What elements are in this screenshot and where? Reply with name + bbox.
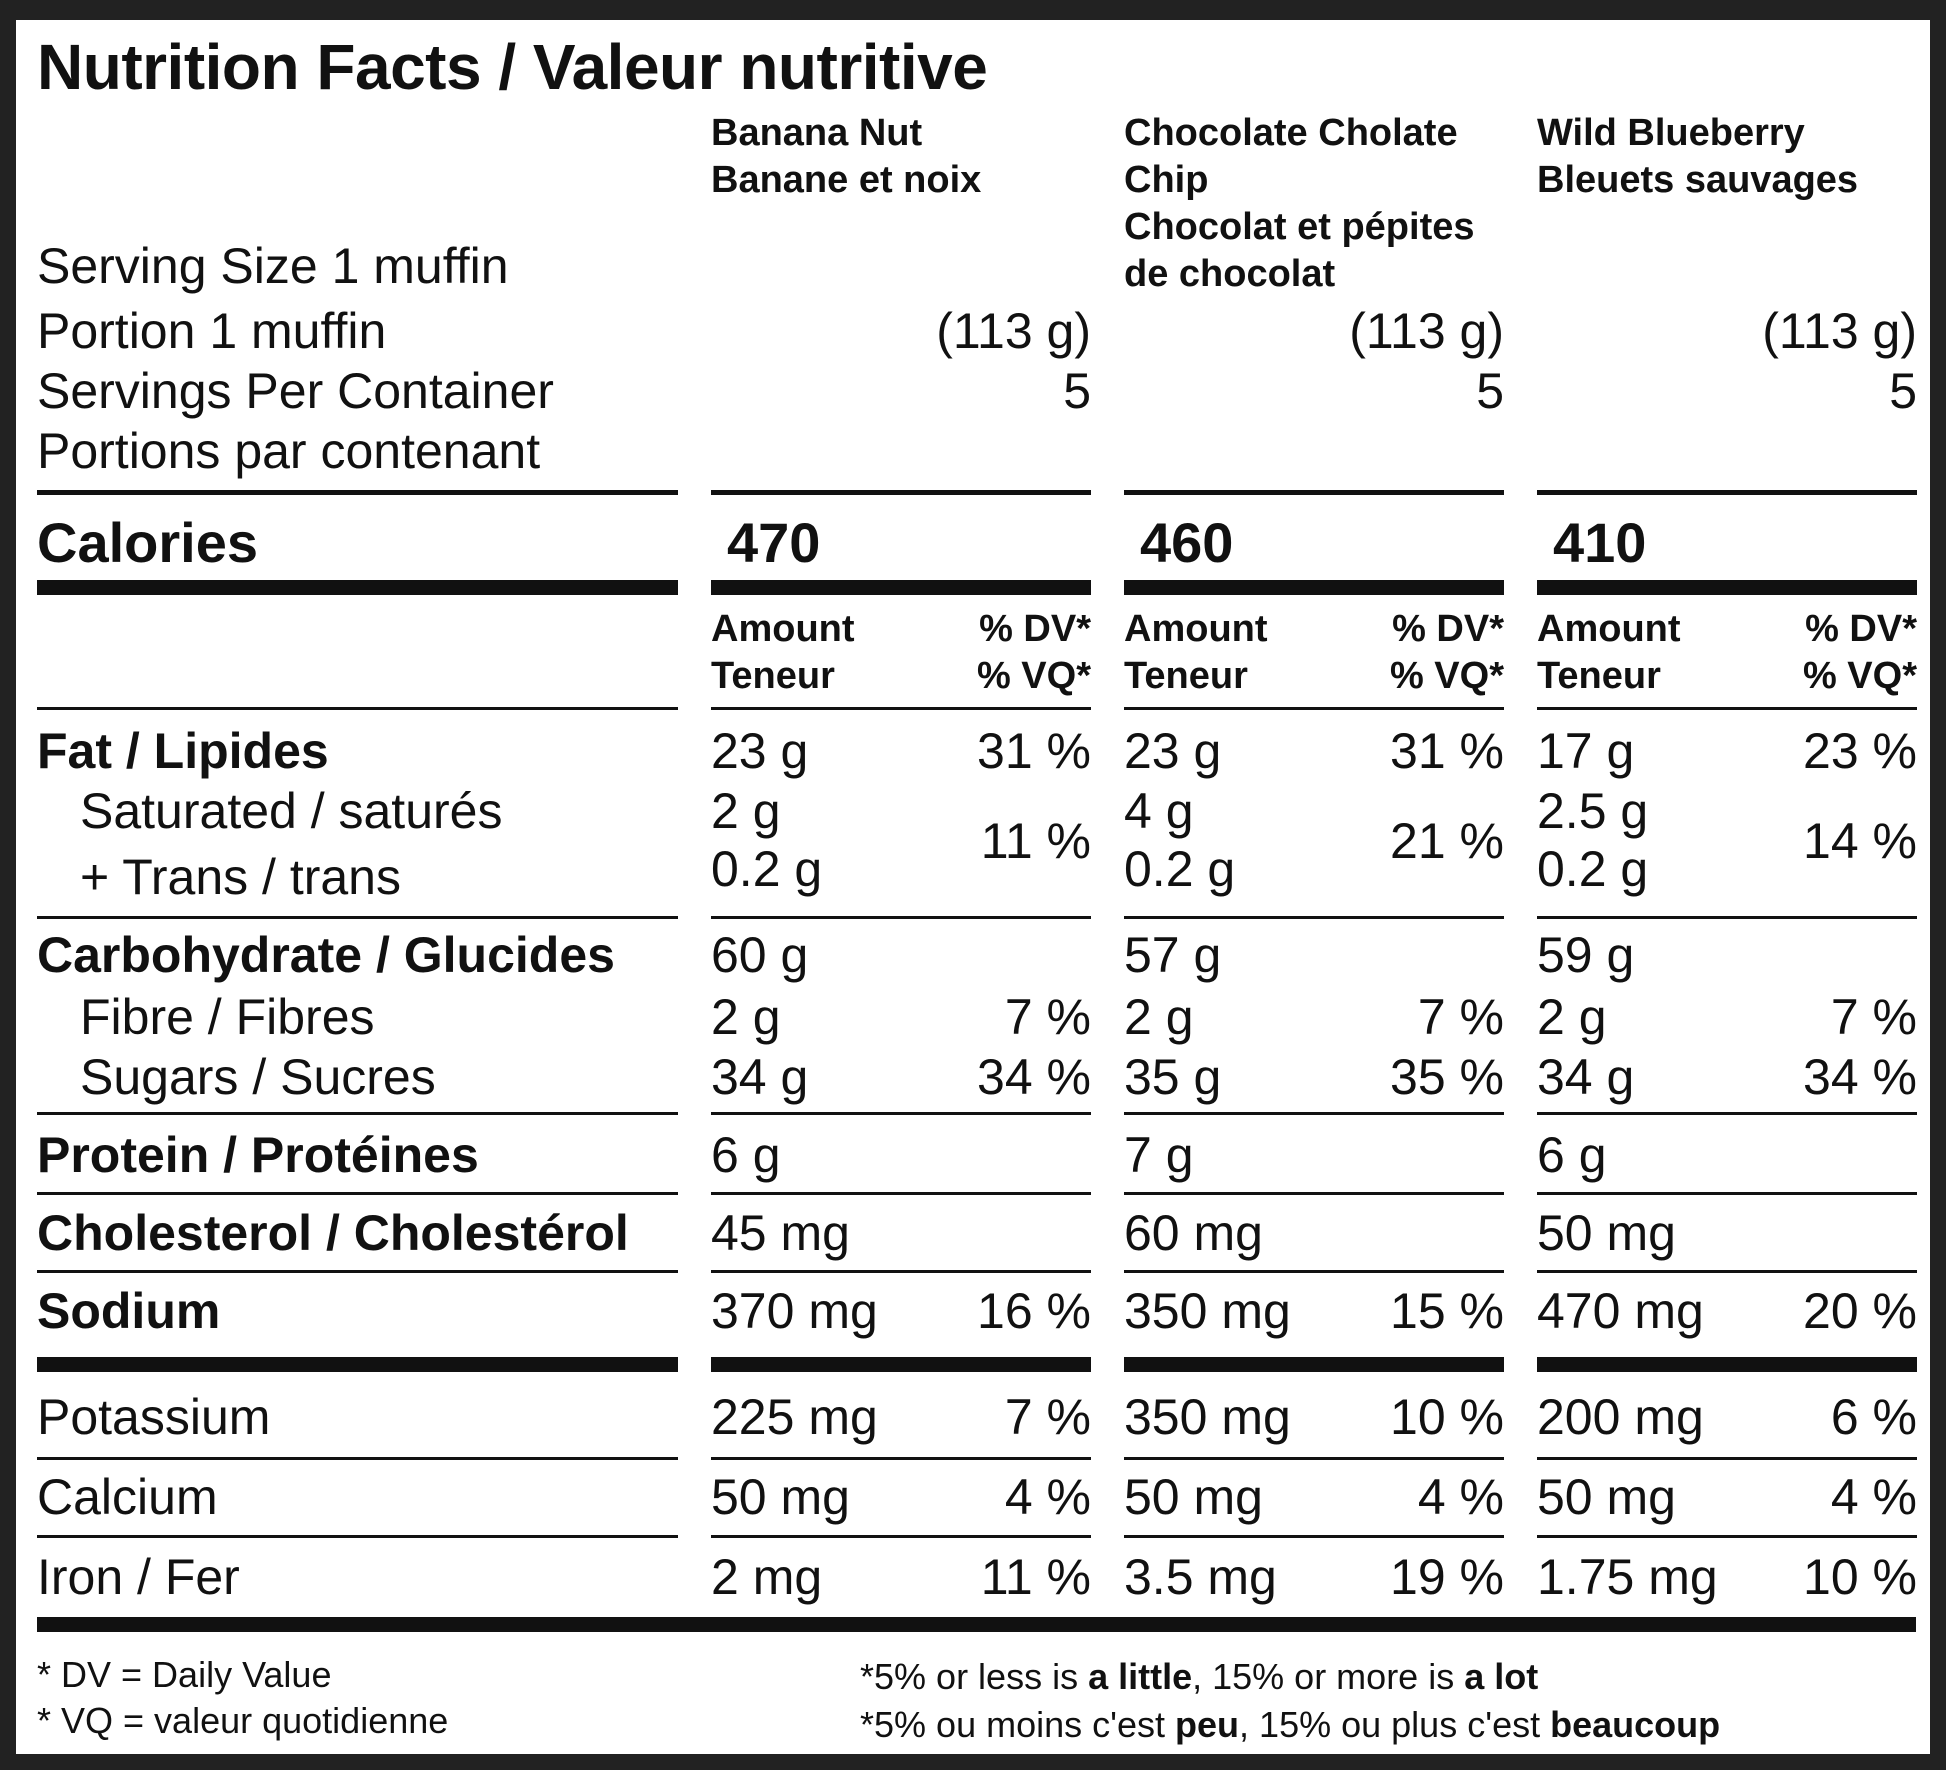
saturated-trans-dv: 14 % [1803,813,1917,869]
amount-header-fr: Teneur [1537,655,1661,697]
calcium-dv: 4 % [1004,1469,1091,1525]
footnote-fr-peu: peu [1175,1704,1240,1745]
column-rule [1124,1357,1504,1372]
serving-weight: (113 g) [1762,303,1917,359]
portions-par-contenant-label: Portions par contenant [37,423,541,479]
sugars-dv: 34 % [1803,1049,1917,1105]
footnote-en-prefix: *5% or less is [860,1656,1089,1697]
carbohydrate-amount: 57 g [1124,927,1222,983]
carbohydrate-amount: 60 g [711,927,809,983]
sodium-amount: 470 mg [1537,1283,1704,1339]
potassium-amount: 350 mg [1124,1389,1291,1445]
rule-bottom-thick [37,1617,1916,1632]
calories-value: 460 [1140,511,1234,574]
sugars-dv: 35 % [1390,1049,1504,1105]
fat-dv: 31 % [977,723,1091,779]
saturated-amount: 4 g [1124,783,1194,839]
dv-header-fr: % VQ* [976,655,1091,697]
product-name-line: Banana Nut [711,112,923,154]
potassium-dv: 7 % [1004,1389,1091,1445]
column-rule [1537,1457,1917,1460]
sodium-label: Sodium [37,1283,221,1339]
saturated-trans-dv: 21 % [1390,813,1504,869]
saturated-trans-dv: 11 % [980,813,1091,869]
servings-per-container-label: Servings Per Container [37,363,554,419]
column-rule [711,580,1091,595]
product-name-line: Bleuets sauvages [1537,159,1859,201]
footnote-fr-beaucoup: beaucoup [1550,1704,1721,1745]
column-rule [711,1192,1091,1195]
carbohydrate-label: Carbohydrate / Glucides [37,927,615,983]
rule-label-fat [37,916,678,919]
potassium-amount: 200 mg [1537,1389,1704,1445]
calcium-amount: 50 mg [1537,1469,1676,1525]
cholesterol-label: Cholesterol / Cholestérol [37,1205,629,1261]
footnote-fr-prefix: *5% ou moins c'est [860,1704,1176,1745]
column-rule [711,1270,1091,1273]
iron-amount: 2 mg [711,1549,823,1605]
column-rule [711,1357,1091,1372]
column-rule [1124,707,1504,710]
column-rule [1124,1112,1504,1115]
fat-dv: 31 % [1390,723,1504,779]
amount-header-en: Amount [1537,608,1681,650]
trans-amount: 0.2 g [711,841,823,897]
fibre-amount: 2 g [1537,989,1607,1045]
column-rule [1124,1457,1504,1460]
column-rule [1537,1192,1917,1195]
rule-label-top [37,490,678,495]
servings-per-container-value: 5 [1889,363,1917,419]
calcium-amount: 50 mg [1124,1469,1263,1525]
potassium-amount: 225 mg [711,1389,878,1445]
product-name-line: Wild Blueberry [1537,112,1805,154]
sodium-dv: 15 % [1390,1283,1504,1339]
cholesterol-amount: 45 mg [711,1205,850,1261]
footnote-fr-mid: , 15% ou plus c'est [1239,1704,1551,1745]
column-rule [1537,1535,1917,1538]
amount-header-fr: Teneur [711,655,835,697]
serving-size-label: Serving Size 1 muffin [37,238,509,294]
carbohydrate-amount: 59 g [1537,927,1635,983]
fat-amount: 17 g [1537,723,1635,779]
servings-per-container-value: 5 [1063,363,1091,419]
footnote-english-scale [860,1656,1538,1698]
column-rule [1124,1535,1504,1538]
protein-label: Protein / Protéines [37,1127,479,1183]
potassium-dv: 10 % [1390,1389,1504,1445]
dv-header-en: % DV* [1392,608,1504,650]
calories-value: 470 [727,511,821,574]
column-rule [711,1457,1091,1460]
rule-label-carb [37,1112,678,1115]
rule-label-calories [37,580,678,595]
column-rule [1124,490,1504,495]
amount-header-fr: Teneur [1124,655,1248,697]
column-rule [1537,580,1917,595]
product-name-line: Chip [1124,159,1209,201]
sodium-dv: 16 % [977,1283,1091,1339]
product-name-line: de chocolat [1124,253,1336,295]
iron-dv: 19 % [1390,1549,1504,1605]
saturated-amount: 2 g [711,783,781,839]
fat-amount: 23 g [1124,723,1222,779]
column-rule [1537,916,1917,919]
product-name-line: Chocolat et pépites [1124,206,1475,248]
rule-label-protein [37,1192,678,1195]
saturated-label: Saturated / saturés [80,783,503,839]
column-rule [711,1112,1091,1115]
calcium-amount: 50 mg [711,1469,850,1525]
column-rule [1537,1270,1917,1273]
footnote-en-little: a little [1088,1656,1193,1697]
dv-header-en: % DV* [1805,608,1917,650]
amount-header-en: Amount [711,608,855,650]
dv-header-en: % DV* [979,608,1091,650]
calcium-dv: 4 % [1830,1469,1917,1525]
product-name-line: Chocolate Cholate [1124,112,1458,154]
rule-label-cholesterol [37,1270,678,1273]
iron-label: Iron / Fer [37,1549,240,1605]
fibre-dv: 7 % [1004,989,1091,1045]
column-rule [1124,916,1504,919]
calcium-label: Calcium [37,1469,218,1525]
sugars-amount: 35 g [1124,1049,1222,1105]
sodium-dv: 20 % [1803,1283,1917,1339]
trans-amount: 0.2 g [1537,841,1649,897]
column-rule [1124,1270,1504,1273]
footnote-en-mid: , 15% or more is [1192,1656,1465,1697]
calcium-dv: 4 % [1417,1469,1504,1525]
cholesterol-amount: 50 mg [1537,1205,1676,1261]
sugars-dv: 34 % [977,1049,1091,1105]
fibre-amount: 2 g [711,989,781,1045]
rule-label-calcium [37,1535,678,1538]
column-rule [1537,1357,1917,1372]
sodium-amount: 370 mg [711,1283,878,1339]
sugars-label: Sugars / Sucres [80,1049,436,1105]
sugars-amount: 34 g [711,1049,809,1105]
column-rule [1124,1192,1504,1195]
fibre-dv: 7 % [1830,989,1917,1045]
calories-label: Calories [37,511,258,574]
rule-label-header [37,707,678,710]
column-rule [711,1535,1091,1538]
footnote-french-scale [860,1704,1720,1746]
column-rule [711,707,1091,710]
trans-label: + Trans / trans [80,849,401,905]
portion-label: Portion 1 muffin [37,303,387,359]
dv-header-fr: % VQ* [1389,655,1504,697]
column-rule [1124,580,1504,595]
fibre-amount: 2 g [1124,989,1194,1045]
column-rule [711,490,1091,495]
fat-dv: 23 % [1803,723,1917,779]
cholesterol-amount: 60 mg [1124,1205,1263,1261]
fibre-dv: 7 % [1417,989,1504,1045]
rule-label-sodium [37,1357,678,1372]
iron-dv: 11 % [980,1549,1091,1605]
protein-amount: 6 g [1537,1127,1607,1183]
column-rule [1537,1112,1917,1115]
footnote-dv: * DV = Daily Value [37,1654,332,1695]
servings-per-container-value: 5 [1476,363,1504,419]
footnote-en-lot: a lot [1464,1656,1539,1697]
iron-amount: 1.75 mg [1537,1549,1718,1605]
column-rule [711,916,1091,919]
iron-amount: 3.5 mg [1124,1549,1277,1605]
sodium-amount: 350 mg [1124,1283,1291,1339]
fibre-label: Fibre / Fibres [80,989,375,1045]
saturated-amount: 2.5 g [1537,783,1649,839]
calories-value: 410 [1553,511,1647,574]
dv-header-fr: % VQ* [1802,655,1917,697]
footnote-vq: * VQ = valeur quotidienne [37,1700,449,1741]
fat-amount: 23 g [711,723,809,779]
product-name-line: Banane et noix [711,159,982,201]
protein-amount: 6 g [711,1127,781,1183]
serving-weight: (113 g) [936,303,1091,359]
potassium-label: Potassium [37,1389,271,1445]
potassium-dv: 6 % [1830,1389,1917,1445]
serving-weight: (113 g) [1349,303,1504,359]
fat-label: Fat / Lipides [37,723,329,779]
protein-amount: 7 g [1124,1127,1194,1183]
amount-header-en: Amount [1124,608,1268,650]
column-rule [1537,707,1917,710]
trans-amount: 0.2 g [1124,841,1236,897]
label-title: Nutrition Facts / Valeur nutritive [37,31,988,103]
sugars-amount: 34 g [1537,1049,1635,1105]
column-rule [1537,490,1917,495]
rule-label-potassium [37,1457,678,1460]
iron-dv: 10 % [1803,1549,1917,1605]
